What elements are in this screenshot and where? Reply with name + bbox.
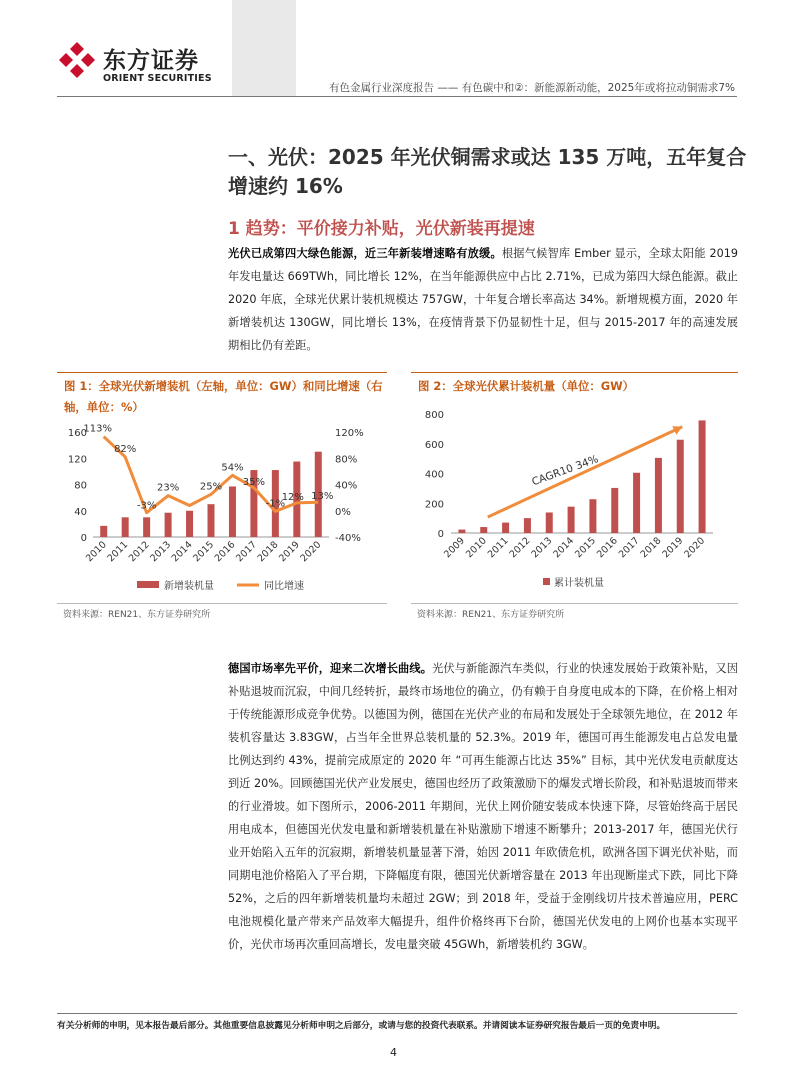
figure-2-title: 图 2：全球光伏累计装机量（单位：GW） xyxy=(418,379,635,393)
growth-data-label: 25% xyxy=(199,481,223,493)
cagr-trend-arrow xyxy=(488,427,683,517)
figure-1-chart xyxy=(57,418,392,600)
bar-new-installs xyxy=(165,513,172,537)
bar-cumulative-installs xyxy=(568,507,575,533)
bar-cumulative-installs xyxy=(546,512,553,533)
bar-new-installs xyxy=(122,517,129,537)
x-tick-label: 2018 xyxy=(638,535,664,561)
y-tick-label: 600 xyxy=(424,439,444,451)
x-tick-label: 2011 xyxy=(485,535,511,561)
figure-2-source: 资料来源：REN21、东方证券研究所 xyxy=(417,610,565,620)
paragraph-2 xyxy=(228,657,738,956)
y-right-tick-label: 80% xyxy=(335,454,358,466)
bar-cumulative-installs xyxy=(677,440,684,533)
figure-1-bottom-rule xyxy=(57,603,387,604)
legend-line-label: 同比增速 xyxy=(264,581,304,592)
bar-cumulative-installs xyxy=(699,420,706,533)
x-tick-label: 2017 xyxy=(616,535,642,561)
figure-2-bottom-rule xyxy=(411,603,738,604)
y-right-tick-label: 40% xyxy=(335,480,358,492)
y-right-tick-label: 0% xyxy=(335,506,351,518)
bar-new-installs xyxy=(143,517,150,537)
growth-data-label: 23% xyxy=(156,482,180,494)
y-left-tick-label: 160 xyxy=(67,428,87,439)
cagr-annotation: CAGR10 34% xyxy=(530,453,601,489)
bar-cumulative-installs xyxy=(589,499,596,533)
x-tick-label: 2016 xyxy=(594,535,620,561)
bar-cumulative-installs xyxy=(655,458,662,533)
bar-cumulative-installs xyxy=(524,518,531,533)
legend-bar-swatch xyxy=(543,578,550,585)
figure-1-top-rule xyxy=(57,372,387,373)
growth-data-label: 13% xyxy=(311,491,334,503)
growth-data-label: 54% xyxy=(221,462,244,474)
page-number: 4 xyxy=(390,1046,397,1059)
y-left-tick-label: 80 xyxy=(74,480,87,492)
paragraph-1-lead: 光伏已成第四大绿色能源，近三年新装增速略有放缓。 xyxy=(228,247,502,260)
x-tick-label: 2017 xyxy=(234,539,260,565)
x-tick-label: 2009 xyxy=(442,535,468,561)
bar-cumulative-installs xyxy=(480,527,487,533)
bar-new-installs xyxy=(100,526,107,537)
x-tick-label: 2016 xyxy=(212,539,238,565)
y-right-tick-label: 120% xyxy=(335,428,364,439)
y-right-tick-label: -40% xyxy=(335,533,361,544)
paragraph-2-body: 光伏与新能源汽车类似，行业的快速发展始于政策补贴，又因补贴退坡而沉寂，中间几经转折，最终市场地位的确立，仍有赖于自身度电成本的下降，在价格上相对于传统能源形成竞争优势。以德国为例，德国在光伏产业的布局和发展处于全球领先地位，在 2012 年装机容量达 3.83GW，占当年全世界总装机量的 52.3%。2019 年，德国可再生能源发电占总发电量比例达到约 43%，提前完成原定的 2020 年 “可再生能源占比达 35%” 目标，其中光伏发电贡献度达到近 20%。回顾德国光伏产业发展史，德国也经历了政策激励下的爆发式增长阶段，和补贴退坡而带来的行业滑坡。如下图所示，2006-2011 年期间，光伏上网价随安装成本快速下降，尽管始终高于居民用电成本，但德国光伏发电量和新增装机量在补贴激励下增速不断攀升；2013-2017 年，德国光伏行业开始陷入五年的沉寂期，新增装机量显著下滑，始因 2011 年欧债危机，欧洲各国下调光伏补贴，而同期电池价格陷入了平台期，下降幅度有限，德国光伏新增容量在 2013 年出现断崖式下跌，同比下降 52%，之后的四年新增装机量均未超过 2GW；到 2018 年，受益于金刚线切片技术普遍应用，PERC 电池规模化量产带来产品效率大幅提升，组件价格终再下台阶，德国光伏发电的上网价也基本实现平价，光伏市场再次重回高增长，发电量突破 45GWh，新增装机约 3GW。 xyxy=(228,662,738,951)
subsection-heading: 1 趋势：平价接力补贴，光伏新装再提速 xyxy=(228,219,535,239)
x-tick-label: 2019 xyxy=(660,535,686,561)
legend-bar-label: 新增装机量 xyxy=(164,581,214,592)
paragraph-1 xyxy=(228,242,738,357)
bar-new-installs xyxy=(229,486,236,537)
y-left-tick-label: 120 xyxy=(67,454,87,466)
figure-2-chart xyxy=(411,400,741,600)
growth-data-label: -1% xyxy=(265,498,286,510)
bar-new-installs xyxy=(186,511,193,537)
y-tick-label: 400 xyxy=(424,469,444,481)
x-tick-label: 2012 xyxy=(126,539,152,565)
growth-data-label: -3% xyxy=(136,500,157,512)
paragraph-2-lead: 德国市场率先平价，迎来二次增长曲线。 xyxy=(228,662,433,675)
paragraph-1-body: 根据气候智库 Ember 显示，全球太阳能 2019 年发电量达 669TWh，同比增长 12%，在当年能源供应中占比 2.71%，已成为第四大绿色能源。截止 2020 年底，全球光伏累计装机规模达 757GW，十年复合增长率高达 34%。新增规模方面，2020 年新增装机达 130GW，同比增长 13%，在疫情背景下仍显韧性十足，但与 2015-2017 年的高速发展期相比仍有差距。 xyxy=(228,247,738,352)
x-tick-label: 2014 xyxy=(551,535,577,561)
x-tick-label: 2012 xyxy=(507,535,533,561)
growth-data-label: 113% xyxy=(83,423,113,435)
growth-data-label: 12% xyxy=(281,491,304,503)
x-tick-label: 2020 xyxy=(682,535,708,561)
x-tick-label: 2013 xyxy=(148,539,174,565)
growth-data-label: 82% xyxy=(114,443,137,455)
brand-name-en: ORIENT SECURITIES xyxy=(103,73,212,84)
figure-2-top-rule xyxy=(411,372,738,373)
footer-disclaimer: 有关分析师的申明，见本报告最后部分。其他重要信息披露见分析师申明之后部分，或请与您的投资代表联系。并请阅读本证券研究报告最后一页的免责申明。 xyxy=(57,1021,666,1031)
x-tick-label: 2011 xyxy=(105,539,131,565)
y-tick-label: 200 xyxy=(424,499,444,511)
y-left-tick-label: 0 xyxy=(80,533,87,544)
legend-bar-swatch xyxy=(137,581,159,588)
x-tick-label: 2020 xyxy=(298,539,324,565)
bar-new-installs xyxy=(208,504,215,537)
figure-1-title: 图 1：全球光伏新增装机（左轴，单位：GW）和同比增速（右轴，单位：%） xyxy=(64,379,383,414)
bar-cumulative-installs xyxy=(458,530,465,533)
figure-1-source: 资料来源：REN21、东方证券研究所 xyxy=(63,610,211,620)
brand-name-cn: 东方证券 xyxy=(103,48,199,74)
bar-cumulative-installs xyxy=(502,523,509,533)
x-tick-label: 2015 xyxy=(573,535,599,561)
y-left-tick-label: 40 xyxy=(74,506,87,518)
y-tick-label: 800 xyxy=(424,410,444,421)
x-tick-label: 2018 xyxy=(255,539,281,565)
footer-divider xyxy=(57,1013,737,1014)
x-tick-label: 2010 xyxy=(83,539,109,565)
growth-data-label: 35% xyxy=(242,476,266,488)
legend-bar-label: 累计装机量 xyxy=(554,578,604,589)
bar-cumulative-installs xyxy=(611,488,618,533)
bar-cumulative-installs xyxy=(633,473,640,533)
section-heading: 一、光伏：2025 年光伏铜需求或达 135 万吨，五年复合增速约 16% xyxy=(228,145,747,198)
x-tick-label: 2010 xyxy=(463,535,489,561)
x-tick-label: 2015 xyxy=(191,539,217,565)
y-tick-label: 0 xyxy=(437,529,444,540)
x-tick-label: 2014 xyxy=(169,539,195,565)
orient-logo-icon xyxy=(57,40,97,80)
report-title: 有色金属行业深度报告 —— 有色碳中和②：新能源新动能，2025年或将拉动铜需求7% xyxy=(329,82,735,94)
x-tick-label: 2013 xyxy=(529,535,555,561)
header-gray-band xyxy=(232,0,296,97)
header-divider xyxy=(57,96,737,97)
x-tick-label: 2019 xyxy=(277,539,302,565)
